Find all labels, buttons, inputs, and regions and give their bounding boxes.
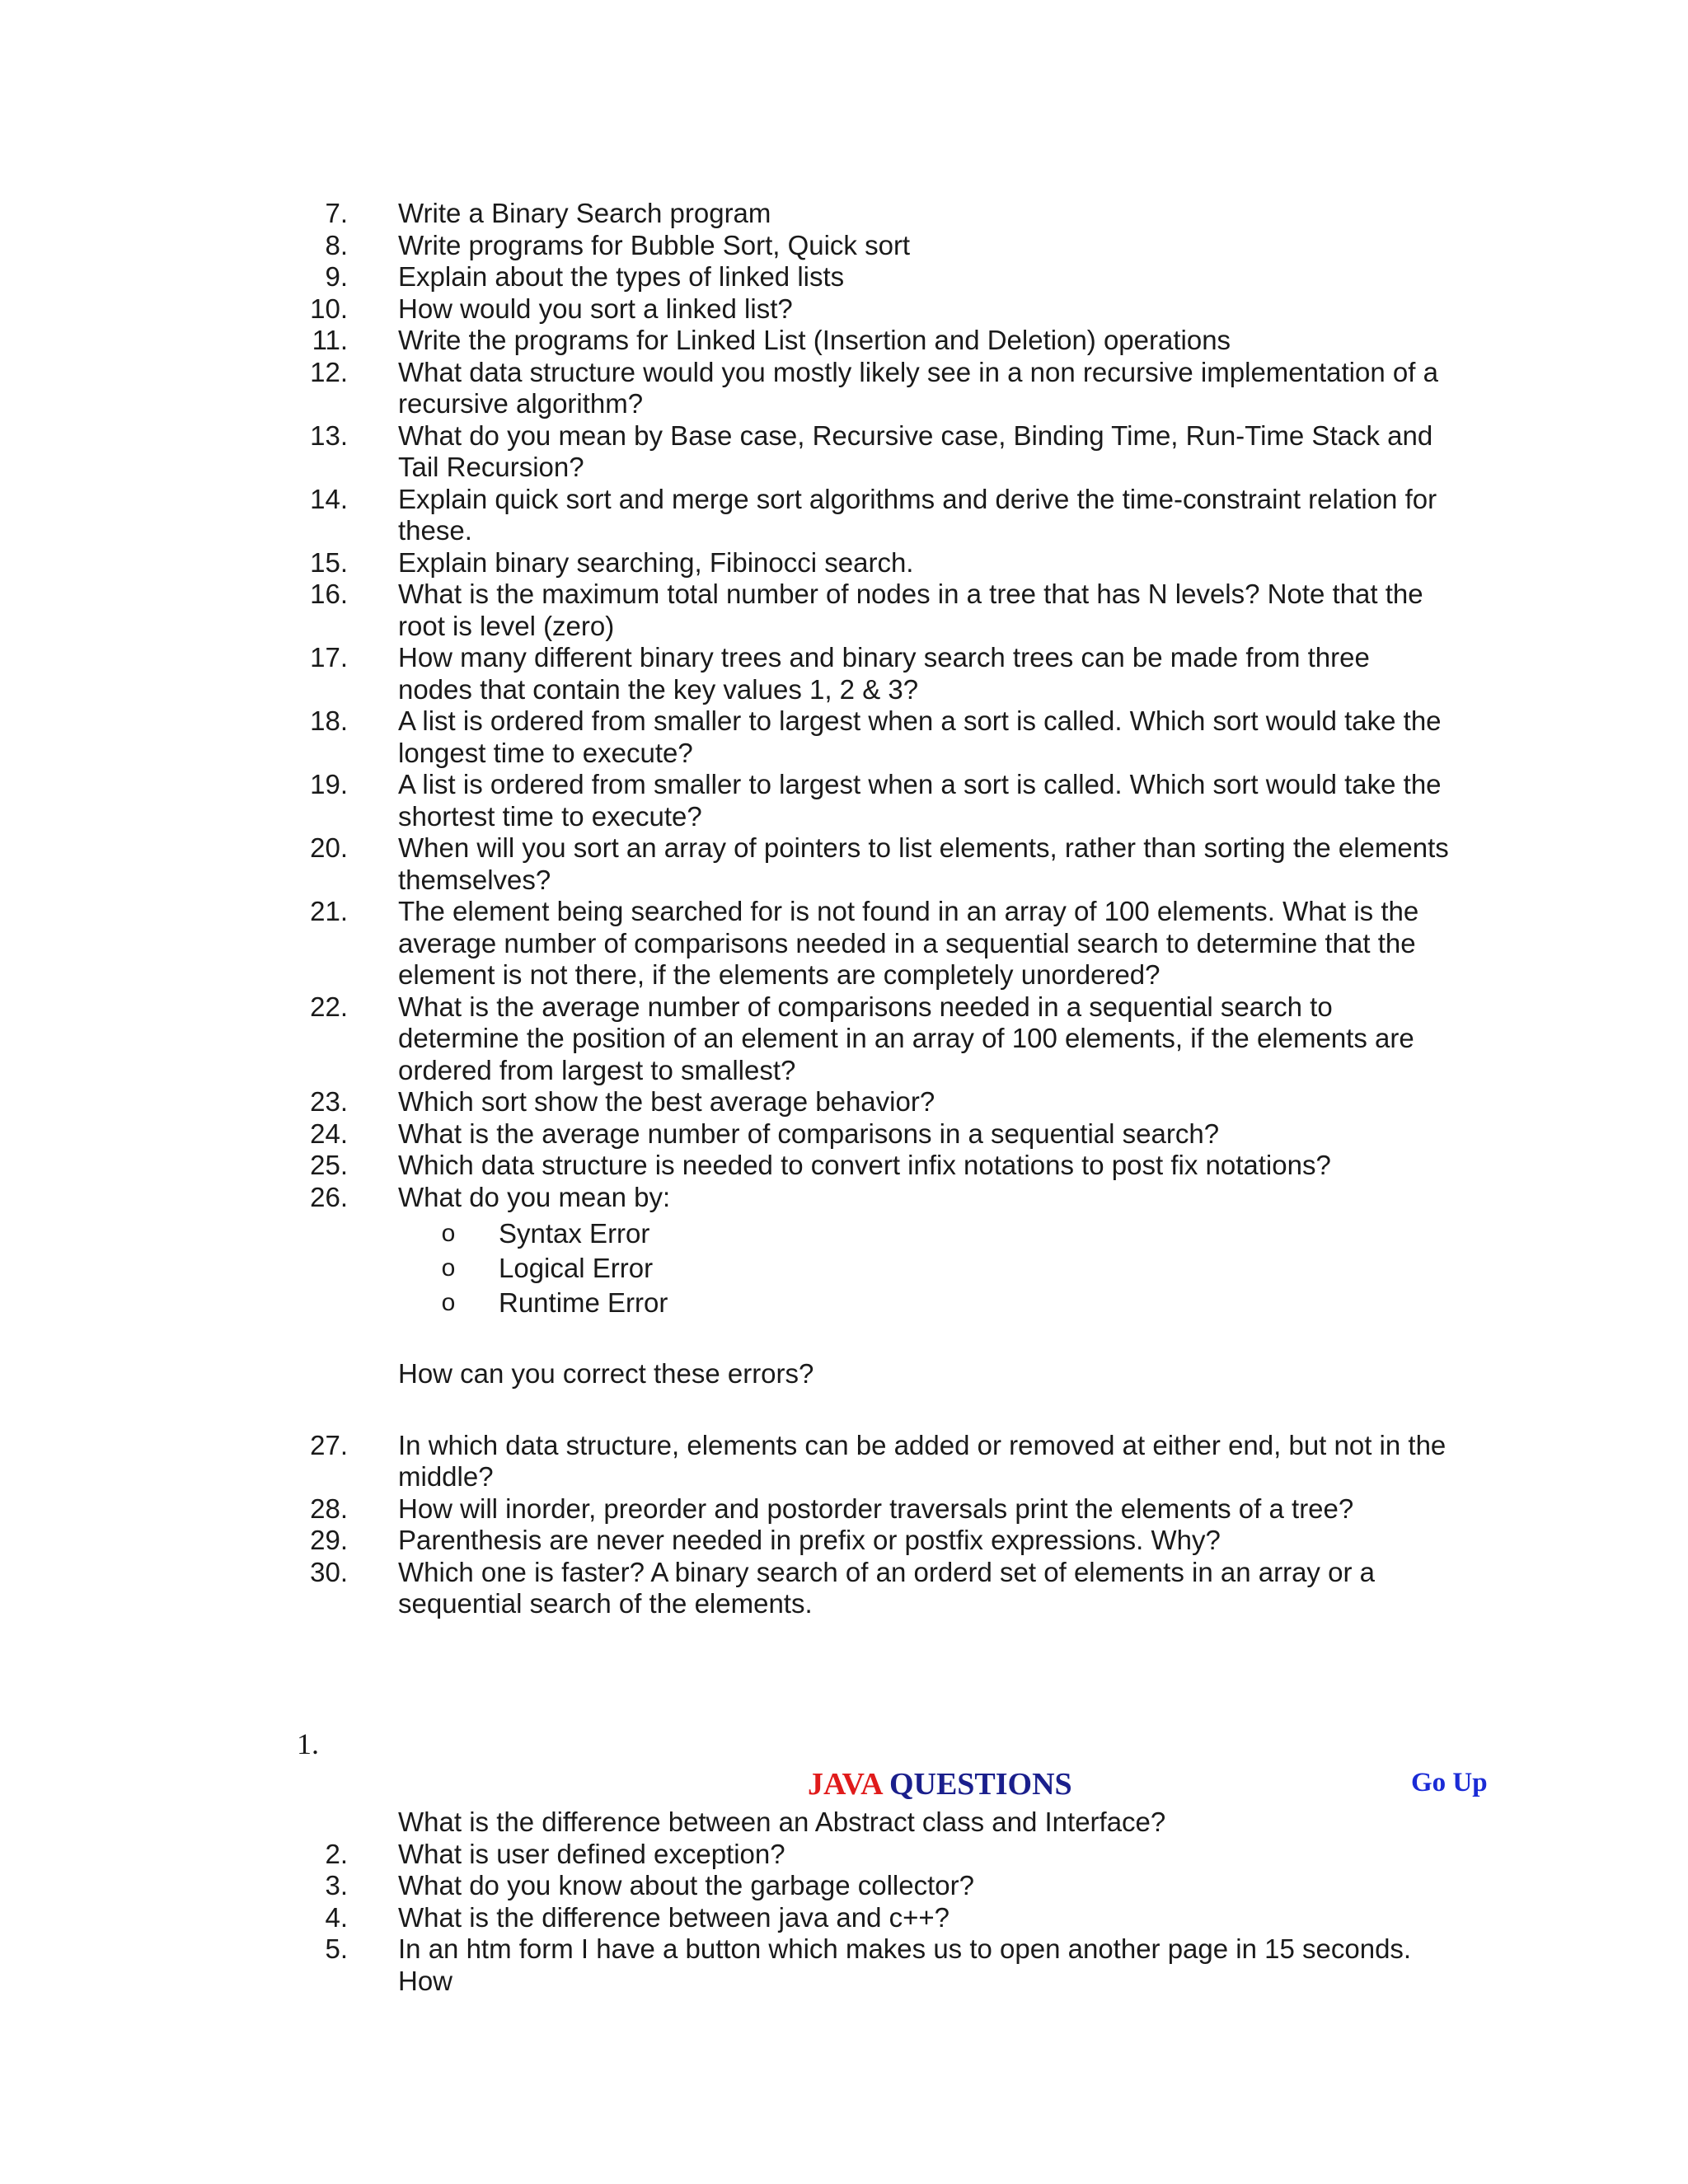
circle-bullet-icon: o	[441, 1254, 456, 1282]
item-number: 19.	[310, 769, 348, 799]
list-item	[297, 261, 1451, 293]
list-item	[297, 705, 1451, 769]
go-up-link[interactable]: Go Up	[1411, 1768, 1488, 1797]
item-number: 8.	[325, 229, 348, 260]
item-number: 25.	[310, 1150, 348, 1180]
item-number	[297, 1807, 348, 1839]
java-questions-list	[297, 1807, 1451, 1997]
list-item	[297, 1807, 1451, 1839]
item-number: 21.	[310, 896, 348, 926]
item-number: 11.	[312, 325, 348, 355]
item-text: What data structure would you mostly likely see in a non recursive implementation of a recursive algorithm?	[398, 356, 1438, 419]
list-item	[297, 1493, 1451, 1526]
item-text: What is user defined exception?	[398, 1838, 785, 1869]
item-number: 23.	[310, 1086, 348, 1117]
item-number: 17.	[310, 642, 348, 673]
heading-word-questions: QUESTIONS	[889, 1767, 1072, 1802]
item-text: Which data structure is needed to convert infix notations to post fix notations?	[398, 1150, 1331, 1180]
item-text: What do you mean by:	[398, 1181, 671, 1212]
item-number: 14.	[310, 483, 348, 514]
item-number: 27.	[310, 1429, 348, 1460]
item-number: 22.	[310, 991, 348, 1022]
list-item	[297, 1839, 1451, 1871]
error-type-sublist	[398, 1216, 1451, 1320]
list-item	[297, 1933, 1451, 1997]
item-number: 5.	[325, 1933, 348, 1964]
sub-item-text: Syntax Error	[499, 1218, 650, 1249]
item-number: 16.	[310, 579, 348, 609]
item-number: 3.	[325, 1870, 348, 1900]
ds-questions-list	[297, 198, 1451, 1620]
item-number: 24.	[310, 1118, 348, 1149]
list-item	[297, 1430, 1451, 1493]
list-item	[297, 325, 1451, 357]
item-number: 18.	[310, 705, 348, 736]
item-text: A list is ordered from smaller to largest when a sort is called. Which sort would take the longest time to execute?	[398, 705, 1442, 768]
item-text: Explain binary searching, Fibinocci search.	[398, 546, 914, 578]
sub-list-item	[398, 1216, 1451, 1251]
item-text: Explain quick sort and merge sort algorithms and derive the time-constraint relation for these.	[398, 483, 1437, 546]
sub-list-item	[398, 1286, 1451, 1320]
item-text: What is the average number of comparisons in a sequential search?	[398, 1118, 1220, 1149]
item-number: 4.	[325, 1901, 348, 1933]
item-number: 26.	[310, 1181, 348, 1212]
sub-item-text: Runtime Error	[499, 1287, 668, 1318]
item-text: Write the programs for Linked List (Insertion and Deletion) operations	[398, 325, 1231, 355]
list-item	[297, 991, 1451, 1087]
item-text: What do you mean by Base case, Recursive case, Binding Time, Run-Time Stack and Tail Recursion?	[398, 419, 1433, 482]
item-number: 9.	[325, 261, 348, 292]
item-number: 28.	[310, 1493, 348, 1524]
item-number: 12.	[310, 356, 348, 387]
list-item	[297, 1902, 1451, 1934]
item-text: How will inorder, preorder and postorder traversals print the elements of a tree?	[398, 1493, 1354, 1524]
list-item	[297, 1182, 1451, 1214]
item-text: What is the maximum total number of nodes in a tree that has N levels? Note that the root is level (zero)	[398, 579, 1423, 641]
list-item	[297, 357, 1451, 420]
item-text: Parenthesis are never needed in prefix or postfix expressions. Why?	[398, 1525, 1221, 1555]
item-text: Which one is faster? A binary search of an orderd set of elements in an array or a sequential search of the elements.	[398, 1556, 1375, 1619]
section-number: 1.	[297, 1727, 319, 1760]
list-item	[297, 420, 1451, 484]
item-text: What is the difference between an Abstract class and Interface?	[398, 1807, 1166, 1837]
item-text: What is the difference between java and c++?	[398, 1901, 950, 1933]
item-text: When will you sort an array of pointers to list elements, rather than sorting the elements themselves?	[398, 832, 1449, 895]
circle-bullet-icon: o	[441, 1220, 456, 1247]
item-text: A list is ordered from smaller to largest when a sort is called. Which sort would take the shortest time to execute?	[398, 769, 1442, 832]
section-heading	[808, 1766, 1072, 1802]
item-text: The element being searched for is not found in an array of 100 elements. What is the average number of comparisons needed in a sequential search to determine that the element is not there, if the elements are completely unordered?	[398, 896, 1419, 990]
list-item	[297, 1557, 1451, 1620]
list-item	[297, 1525, 1451, 1557]
item-number: 20.	[310, 832, 348, 863]
list-item	[297, 484, 1451, 547]
list-item	[297, 230, 1451, 262]
list-item	[297, 547, 1451, 579]
item-text: Write a Binary Search program	[398, 198, 771, 228]
item-text: Explain about the types of linked lists	[398, 261, 845, 292]
heading-word-java: JAVA	[808, 1767, 882, 1802]
item-text: What do you know about the garbage collector?	[398, 1870, 974, 1900]
circle-bullet-icon: o	[441, 1289, 456, 1316]
list-item	[297, 1086, 1451, 1118]
list-item	[297, 1150, 1451, 1182]
list-item	[297, 642, 1451, 705]
list-item	[297, 198, 1451, 230]
item-number: 10.	[310, 293, 348, 324]
item-text: In an htm form I have a button which makes us to open another page in 15 seconds. How	[398, 1933, 1412, 1996]
item-number: 13.	[310, 419, 348, 451]
item-text: How many different binary trees and binary search trees can be made from three nodes that contain the key values 1, 2 & 3?	[398, 642, 1370, 705]
list-item	[297, 293, 1451, 326]
list-item	[297, 579, 1451, 642]
list-item	[297, 896, 1451, 991]
item-number: 30.	[310, 1556, 348, 1587]
followup-note: How can you correct these errors?	[398, 1358, 814, 1389]
sub-item-text: Logical Error	[499, 1253, 654, 1283]
sub-list-item	[398, 1251, 1451, 1286]
item-text: Which sort show the best average behavior?	[398, 1086, 935, 1117]
item-number: 29.	[310, 1525, 348, 1555]
list-item	[297, 832, 1451, 896]
item-number: 7.	[325, 198, 348, 228]
item-text: How would you sort a linked list?	[398, 293, 793, 324]
item-text: What is the average number of comparisons needed in a sequential search to determine the position of an element in an array of 100 elements, if the elements are ordered from largest to smallest?	[398, 991, 1414, 1085]
item-text: In which data structure, elements can be added or removed at either end, but not in the middle?	[398, 1429, 1447, 1492]
list-item	[297, 1870, 1451, 1902]
item-text: Write programs for Bubble Sort, Quick sort	[398, 229, 911, 260]
list-item	[297, 1118, 1451, 1151]
item-number: 2.	[325, 1838, 348, 1869]
list-item	[297, 769, 1451, 832]
item-number: 15.	[310, 546, 348, 578]
